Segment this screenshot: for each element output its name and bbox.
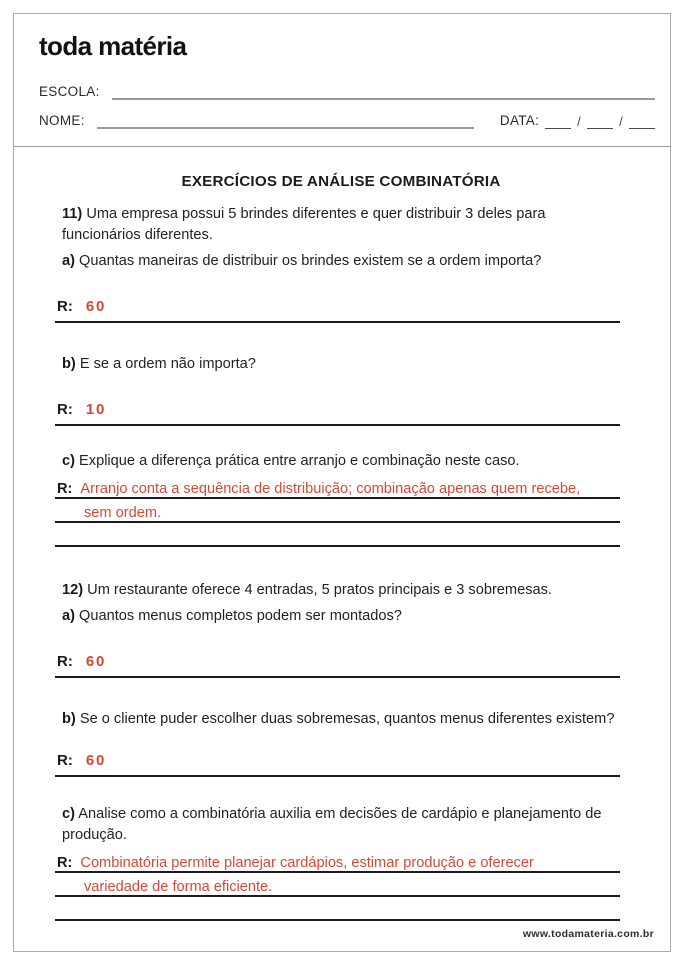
part-label: c) (62, 453, 75, 469)
answer-prefix: R: (57, 298, 73, 315)
worksheet-content (14, 173, 670, 921)
date-label: DATA: (499, 113, 540, 128)
part-text: Quantas maneiras de distribuir os brindes existem se a ordem importa? (79, 253, 542, 269)
school-input-line[interactable] (112, 86, 655, 100)
question-12-intro-text: Um restaurante oferece 4 entradas, 5 pratos principais e 3 sobremesas. (87, 582, 552, 598)
part-text: E se a ordem não importa? (79, 356, 256, 372)
answer-line-11c-1[interactable] (55, 475, 620, 499)
name-label: NOME: (39, 113, 85, 128)
answer-text-11c-2: sem ordem. (84, 505, 162, 521)
answer-block-11c (55, 475, 620, 547)
part-label: c) (62, 806, 75, 822)
answer-text-12c-1: Combinatória permite planejar cardápios, estimar produção e oferecer (80, 855, 534, 871)
school-field-row (39, 84, 655, 100)
worksheet-page (13, 13, 671, 952)
question-11-part-a (62, 251, 620, 272)
part-text: Analise como a combinatória auxilia em decisões de cardápio e planejamento de produção. (62, 806, 602, 843)
part-label: a) (62, 608, 75, 624)
question-12-number: 12) (62, 582, 84, 598)
date-month-line[interactable] (587, 115, 613, 129)
question-12-part-a (62, 606, 620, 627)
answer-line-12c-2[interactable] (55, 873, 620, 897)
part-label: b) (62, 711, 76, 727)
answer-prefix: R: (57, 481, 73, 497)
question-12-part-c (62, 804, 620, 846)
answer-block-12c (55, 849, 620, 921)
answer-line-11c-3-blank[interactable] (55, 523, 620, 547)
header-divider (14, 146, 670, 147)
name-date-field-row (39, 113, 655, 129)
website-url: www.todamateria.com.br (522, 928, 654, 940)
answer-value-12b: 60 (85, 752, 107, 769)
part-label: a) (62, 253, 75, 269)
question-11-part-b (62, 354, 620, 375)
answer-line-11b[interactable] (55, 401, 620, 426)
name-input-line[interactable] (97, 115, 474, 129)
answer-prefix: R: (57, 752, 73, 769)
school-label: ESCOLA: (39, 84, 100, 99)
answer-prefix: R: (57, 653, 73, 670)
toda-materia-logo: toda matéria (39, 31, 187, 61)
answer-text-11c-1: Arranjo conta a sequência de distribuição; combinação apenas quem recebe, (80, 481, 581, 497)
answer-value-11b: 10 (85, 401, 107, 418)
question-11-part-c (62, 451, 620, 472)
answer-line-12c-3-blank[interactable] (55, 897, 620, 921)
answer-value-12a: 60 (85, 653, 107, 670)
question-11-intro-text: Uma empresa possui 5 brindes diferentes e quer distribuir 3 deles para funcionários diferentes. (62, 206, 546, 243)
answer-prefix: R: (57, 855, 73, 871)
date-year-line[interactable] (629, 115, 655, 129)
date-day-line[interactable] (545, 115, 571, 129)
answer-line-11c-2[interactable] (55, 499, 620, 523)
date-separator: / (619, 114, 623, 129)
question-11-number: 11) (62, 206, 83, 222)
question-12-part-b (62, 709, 620, 730)
answer-line-12a[interactable] (55, 653, 620, 678)
worksheet-title: EXERCÍCIOS DE ANÁLISE COMBINATÓRIA (181, 173, 501, 190)
answer-value-11a: 60 (85, 298, 107, 315)
part-text: Quantos menus completos podem ser montados? (79, 608, 402, 624)
question-12-intro (62, 580, 620, 601)
question-11-intro (62, 204, 620, 246)
part-label: b) (62, 356, 76, 372)
date-group (500, 113, 655, 129)
part-text: Se o cliente puder escolher duas sobremesas, quantos menus diferentes existem? (79, 711, 615, 727)
date-separator: / (577, 114, 582, 129)
answer-prefix: R: (57, 401, 73, 418)
answer-line-12b[interactable] (55, 752, 620, 777)
answer-line-12c-1[interactable] (55, 849, 620, 873)
page-header (14, 14, 670, 129)
answer-line-11a[interactable] (55, 298, 620, 323)
answer-text-12c-2: variedade de forma eficiente. (84, 879, 273, 895)
part-text: Explique a diferença prática entre arranjo e combinação neste caso. (79, 453, 520, 469)
